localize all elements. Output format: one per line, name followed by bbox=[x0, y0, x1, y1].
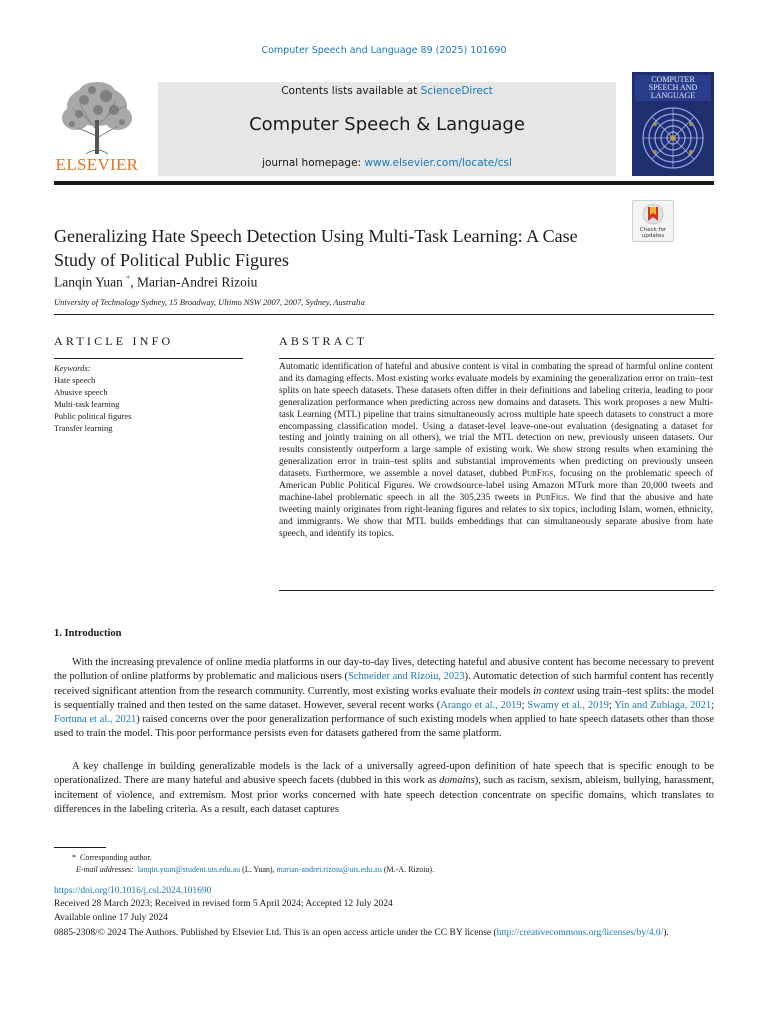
elsevier-wordmark: ELSEVIER bbox=[55, 155, 139, 174]
email-note bbox=[54, 864, 434, 876]
license-text: 0885-2308/© 2024 The Authors. Published by Elsevier Ltd. This is an open access article under the CC BY license ( bbox=[54, 928, 497, 938]
email-link[interactable]: lanqin.yuan@student.uts.edu.au bbox=[137, 865, 241, 874]
abstract-heading: ABSTRACT bbox=[279, 334, 368, 348]
homepage-link[interactable]: www.elsevier.com/locate/csl bbox=[364, 157, 512, 169]
license-link[interactable]: http://creativecommons.org/licenses/by/4.0/ bbox=[496, 928, 664, 938]
journal-reference[interactable]: Computer Speech and Language 89 (2025) 101690 bbox=[261, 45, 507, 56]
elsevier-logo bbox=[54, 80, 140, 175]
doi-link[interactable]: https://doi.org/10.1016/j.csl.2024.101690 bbox=[54, 886, 212, 896]
author-name[interactable]: Marian-Andrei Rizoiu bbox=[136, 274, 258, 290]
body-paragraph: With the increasing prevalence of online media platforms in our day-to-day lives, detecting hateful and abusive content has become necessary to prevent the pollution of online platforms by problematic and malicious users (Schneider and Rizoiu, 2023). Automatic detection of such harmful content has recently received significant attention from the research community. Currently, most existing works evaluate their models in context using train–test splits: the model is sequentially trained and then tested on the same dataset. However, several recent works (Arango et al., 2019; Swamy et al., 2019; Yin and Zubiaga, 2021; Fortuna et al., 2021) raised concerns over the poor generalization performance of such existing models when applied to hate speech datasets other than those used to train the model. This poor performance persists even for datasets gathered from the same platform. bbox=[54, 657, 715, 740]
article-info-rule bbox=[54, 358, 243, 359]
article-info-heading: ARTICLE INFO bbox=[54, 334, 174, 348]
journal-cover-image[interactable] bbox=[632, 72, 714, 176]
tree-icon bbox=[54, 80, 140, 156]
email-link[interactable]: marian-andrei.rizoiu@uts.edu.au bbox=[276, 865, 382, 874]
check-for-updates-button[interactable] bbox=[632, 200, 674, 242]
keyword: Hate speech bbox=[54, 375, 96, 385]
homepage-prefix: journal homepage: bbox=[262, 157, 365, 169]
footnote-text: Corresponding author. bbox=[80, 853, 152, 862]
abstract-end-rule bbox=[279, 590, 714, 591]
citation-link[interactable]: Swamy et al., 2019 bbox=[527, 699, 609, 711]
corresponding-author-note bbox=[54, 852, 434, 864]
author-separator: , bbox=[130, 274, 137, 290]
license-end: ). bbox=[663, 928, 669, 938]
email-owner: (L. Yuan), bbox=[240, 865, 277, 874]
citation-link[interactable]: Yin and Zubiaga, 2021 bbox=[614, 699, 712, 711]
email-label: E-mail addresses: bbox=[76, 865, 134, 874]
emphasis: domains bbox=[439, 775, 475, 787]
author-name[interactable]: Lanqin Yuan bbox=[54, 274, 123, 290]
header-rule bbox=[54, 181, 714, 185]
online-date: Available online 17 July 2024 bbox=[54, 913, 168, 923]
footnote-marker: * bbox=[72, 853, 76, 862]
dataset-name: PubFigs bbox=[521, 469, 554, 480]
abstract-rule bbox=[279, 358, 714, 359]
abstract-part: , focusing on the problematic speech of American Public Political Figures. We crowdsource-label using Amazon MTurk more than 20,000 tweets and machine-label problematic speech in all the 305,235 tweets in bbox=[279, 469, 713, 503]
citation-link[interactable]: Arango et al., 2019 bbox=[440, 699, 522, 711]
citation-link[interactable]: Fortuna et al., 2021 bbox=[54, 714, 137, 726]
text-run: A key challenge in building generalizable models is the lack of a universally agreed-upon definition of hate speech that is specific enough to be operationalized. There are many hateful and abusive speech facets (dubbed in this work as bbox=[54, 761, 714, 787]
footnotes bbox=[54, 852, 434, 876]
keyword: Multi-task learning bbox=[54, 399, 120, 409]
text-run: ), such as racism, sexism, ableism, bullying, harassment, incitement of violence, and extremism. Most prior works concerned with hate speech detection concentrate on specific domains, which translates to differences in the labeling criteria. As a result, each dataset captures bbox=[54, 775, 714, 815]
abstract-part: Automatic identification of hateful and abusive content is vital in combating the spread of harmful online content and its damaging effects. Most existing works evaluate models by examining the generalization error on train–test splits on hate speech datasets. These datasets often differ in their definitions and labeling criteria, leading to poor generalization performance when predicting across new domains and datasets. This work proposes a new Multi-task Learning (MTL) pipeline that trains simultaneously across multiple hate speech datasets to construct a more encompassing classification model. Using a dataset-level leave-one-out evaluation (designating a dataset for testing and jointly training on all others), we trial the MTL detection on new, previously unseen datasets. Our results consistently outperform a large sample of existing work. We show strong results when examining the generalization error in train–test splits and substantial improvements when predicting on previously unseen datasets. Furthermore, we assemble a novel dataset, dubbed bbox=[279, 362, 713, 480]
license-statement bbox=[54, 927, 714, 940]
keyword: Public political figures bbox=[54, 411, 132, 421]
section-heading-introduction: 1. Introduction bbox=[54, 628, 122, 639]
keywords-label: Keywords: bbox=[54, 363, 91, 373]
corresponding-author-marker[interactable]: * bbox=[126, 274, 131, 283]
emphasis: in context bbox=[533, 685, 575, 697]
keywords-list bbox=[54, 362, 131, 434]
abstract-part: . We find that the abusive and hate tweeting mainly originates from right-leaning figures and relates to six topics, including Islam, women, ethnicity, and immigrants. We show that MTL builds embeddings that can simultaneously separate abusive from hate speech, and identify its topics. bbox=[279, 492, 714, 539]
dataset-name: PubFigs bbox=[535, 492, 568, 503]
keyword: Transfer learning bbox=[54, 423, 113, 433]
citation-link[interactable]: Schneider and Rizoiu, 2023 bbox=[347, 671, 465, 683]
homepage-line bbox=[158, 157, 616, 169]
author-list bbox=[54, 274, 257, 291]
section-rule bbox=[54, 314, 714, 315]
footnote-rule bbox=[54, 847, 106, 848]
body-paragraph bbox=[54, 760, 714, 817]
bookmark-icon bbox=[633, 201, 673, 227]
text-run: ). Automatic detection of such harmful content has recently received significant attention from the research community. Currently, most existing works evaluate their models bbox=[54, 671, 714, 697]
abstract-text bbox=[279, 362, 713, 541]
email-owner: (M.-A. Rizoiu). bbox=[381, 865, 435, 874]
text-run: With the increasing prevalence of online media platforms in our day-to-day lives, detecting hateful and abusive content has become necessary to prevent the pollution of online platforms by problematic and malicious users ( bbox=[54, 657, 714, 683]
affiliation: University of Technology Sydney, 15 Broadway, Ultimo NSW 2007, 2007, Sydney, Australia bbox=[54, 297, 365, 307]
keyword: Abusive speech bbox=[54, 387, 108, 397]
journal-masthead bbox=[158, 82, 616, 176]
history-dates: Received 28 March 2023; Received in revised form 5 April 2024; Accepted 12 July 2024 bbox=[54, 899, 393, 909]
sciencedirect-link[interactable]: ScienceDirect bbox=[420, 85, 493, 97]
contents-prefix: Contents lists available at bbox=[281, 85, 421, 97]
text-run: using train–test splits: the model is sequentially trained and then tested on the same dataset. However, several recent works ( bbox=[54, 685, 714, 711]
cover-title: COMPUTER SPEECH AND LANGUAGE bbox=[648, 75, 698, 100]
journal-title: Computer Speech & Language bbox=[249, 114, 525, 135]
article-title: Generalizing Hate Speech Detection Using Multi-Task Learning: A Case Study of Political Public Figures bbox=[54, 226, 578, 270]
check-updates-label: Check for updates bbox=[639, 227, 667, 239]
contents-line bbox=[158, 85, 616, 97]
text-run: ) raised concerns over the poor generalization performance of such existing models when applied to hate speech datasets other than those used to train the model. This poor performance persists even for datasets gathered from the same platform. bbox=[54, 714, 714, 740]
